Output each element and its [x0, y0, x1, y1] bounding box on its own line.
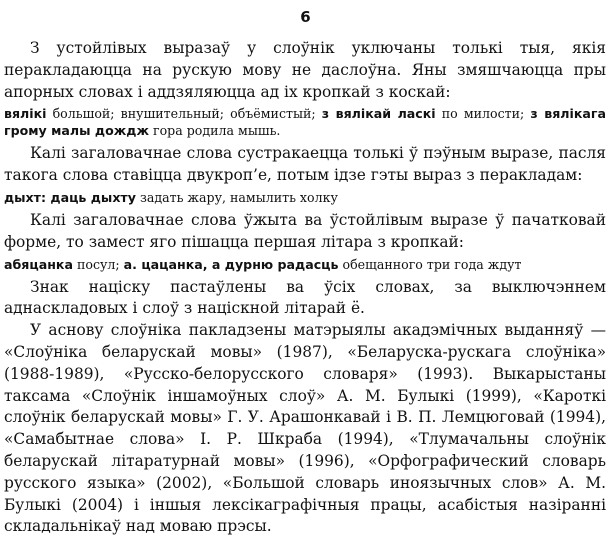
page-body	[4, 38, 606, 538]
headword-phrase: дыхт: даць дыхту	[4, 189, 136, 205]
paragraph-idioms-intro	[4, 38, 606, 103]
translation: посул;	[72, 256, 124, 272]
page-number: 6	[300, 8, 311, 26]
idiom-phrase: з вялікай ласкі	[321, 106, 436, 122]
headword: вялікі	[4, 106, 47, 122]
headword: абяцанка	[4, 256, 73, 272]
translation: обещанного три года ждут	[338, 256, 522, 272]
example-initial-letter	[4, 256, 606, 273]
paragraph-colon-rule	[4, 143, 606, 187]
idiom-phrase: з вялікага грому малы дождж	[4, 106, 606, 139]
example-colon	[4, 189, 606, 206]
paragraph-idioms-intro-text: З устойлівых выразаў у слоўнік уключаны толькі тыя, якія перакладаюцца на рускую мову не даслоўна. Яны змяшчаюцца пры апорных словах і аддзяляюцца ад іх кропкай з коскай:	[4, 39, 606, 101]
paragraph-initial-letter-rule-text: Калі загаловачнае слова ўжыта ва ўстойлівым выразе ў пачатковай форме, то замест яго пішацца першая літара з кропкай:	[4, 210, 606, 251]
translation: по милости;	[435, 106, 531, 122]
paragraph-sources-text: У аснову слоўніка пакладзены матэрыялы акадэмічных выданняў — «Слоўніка беларускай мовы» (1987), «Беларуска-рускага слоўніка» (1988-1989), «Русско-белорусского словаря» (1993). Выкарыстаны таксама «Слоўнік іншамоўных слоў» А. М. Булыкі (1999), «Кароткі слоўнік беларускай мовы» Г. У. Арашонкавай і В. П. Лемцюговай (1994), «Самабытнае слова» І. Р. Шкраба (1994), «Тлумачальны слоўнік беларускай літаратурнай мовы» (1996), «Орфографический словарь русского языка» (2002), «Большой словарь иноязычных слов» А. М. Булыкі (2004) і іншыя лексікаграфічныя працы, асабістыя назіранні складальнікаў над моваю прэсы.	[4, 321, 606, 536]
translation: большой; внушительный; объёмистый;	[46, 106, 322, 122]
example-idioms	[4, 105, 606, 139]
paragraph-colon-rule-text: Калі загаловачнае слова сустракаецца толькі ў пэўным выразе, пасля такога слова ставіцца двукроп’е, потым ідзе гэты выраз з перакладам:	[4, 144, 606, 185]
translation: гора родила мышь.	[148, 123, 281, 139]
paragraph-sources	[4, 320, 606, 538]
paragraph-initial-letter-rule	[4, 210, 606, 254]
idiom-phrase: а. цацанка, а дурню радасць	[123, 256, 339, 272]
translation: задать жару, намылить холку	[135, 189, 338, 205]
paragraph-stress-mark	[4, 277, 606, 321]
paragraph-stress-mark-text: Знак націску пастаўлены ва ўсіх словах, за выключэннем аднаскладовых і слоў з націскной літарай ё.	[4, 277, 606, 318]
